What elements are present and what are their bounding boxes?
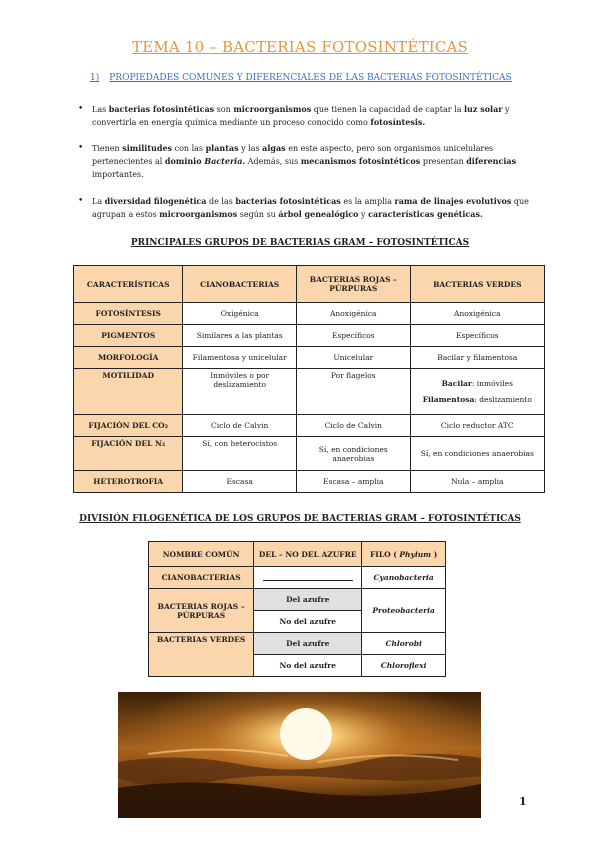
table-row — [74, 347, 545, 369]
table-row — [149, 567, 446, 589]
table-cell: FOTOSÍNTESIS — [74, 303, 183, 325]
table-cell: PIGMENTOS — [74, 325, 183, 347]
table-cell: Anoxigénica — [296, 303, 410, 325]
table-header: FILO ( Phylum ) — [362, 542, 446, 567]
table-cell: Por flagelos — [296, 369, 410, 415]
section-heading: 1) PROPIEDADES COMUNES Y DIFERENCIALES DE LAS BACTERIAS FOTOSINTÉTICAS — [90, 73, 512, 83]
bullet-2: • Tienen similitudes con las plantas y las algas en este aspecto, pero son organismos unicelulares pertenecientes al dominio Bacteria. Además, sus mecanismos fotosintéticos presentan diferencias importantes. — [92, 142, 532, 181]
table-cell: CIANOBACTERIAS — [149, 567, 254, 589]
table-cell: Del azufre — [254, 589, 362, 611]
table-cell: Filamentosa y unicelular — [183, 347, 297, 369]
table-cell: Escasa — [183, 471, 297, 493]
phylogeny-table — [148, 541, 446, 677]
table-cell: HETEROTROFIA — [74, 471, 183, 493]
table-cell: Proteobacteria — [362, 589, 446, 633]
table-row — [74, 325, 545, 347]
blank-line — [263, 574, 353, 581]
table-cell: No del azufre — [254, 655, 362, 677]
table-cell: Sí, en condiciones anaerobias — [410, 437, 544, 471]
table-cell: Cyanobacteria — [362, 567, 446, 589]
table-cell: Similares a las plantas — [183, 325, 297, 347]
table-cell: Del azufre — [254, 633, 362, 655]
table-cell: Chloroflexi — [362, 655, 446, 677]
table-cell: FIJACIÓN DEL N₂ — [74, 437, 183, 471]
table1-heading: PRINCIPALES GRUPOS DE BACTERIAS GRAM – FOTOSINTÉTICAS — [130, 238, 470, 248]
table-cell: FIJACIÓN DEL CO₂ — [74, 415, 183, 437]
table-cell: Ciclo reductor ATC — [410, 415, 544, 437]
table-cell: Sí, en condiciones anaerobias — [296, 437, 410, 471]
table-header: BACTERIAS VERDES — [410, 266, 544, 303]
table-cell: MOTILIDAD — [74, 369, 183, 415]
table-row — [74, 303, 545, 325]
table-row — [74, 415, 545, 437]
table-cell: Específicos — [410, 325, 544, 347]
motilidad-verdes-cell: Bacilar: inmóviles Filamentosa: deslizamiento — [410, 369, 544, 415]
table-cell: Ciclo de Calvin — [296, 415, 410, 437]
table-header: CARACTERÍSTICAS — [74, 266, 183, 303]
table-cell: Específicos — [296, 325, 410, 347]
table-cell: Anoxigénica — [410, 303, 544, 325]
page-number: 1 — [519, 795, 527, 808]
table-cell: Oxigénica — [183, 303, 297, 325]
table-header: CIANOBACTERIAS — [183, 266, 297, 303]
sunset-image — [118, 692, 481, 818]
table-row — [74, 437, 545, 471]
table-cell — [254, 567, 362, 589]
bullet-1: • Las bacterias fotosintéticas son microorganismos que tienen la capacidad de captar la luz solar y convertirla en energía química mediante un proceso conocido como fotosíntesis. — [92, 103, 532, 129]
table-cell: MORFOLOGÍA — [74, 347, 183, 369]
table-cell: Chlorobi — [362, 633, 446, 655]
table-cell: Escasa – amplia — [296, 471, 410, 493]
table-row — [74, 369, 545, 415]
table-row — [149, 589, 446, 611]
table-header: DEL – NO DEL AZUFRE — [254, 542, 362, 567]
table-cell: Inmóviles o por deslizamiento — [183, 369, 297, 415]
table-cell: Sí, con heterocistos — [183, 437, 297, 471]
table-row — [74, 471, 545, 493]
table-cell: BACTERIAS VERDES — [149, 633, 254, 677]
table2-heading: DIVISIÓN FILOGENÉTICA DE LOS GRUPOS DE BACTERIAS GRAM – FOTOSINTÉTICAS — [79, 514, 521, 524]
table-header: BACTERIAS ROJAS – PÚRPURAS — [296, 266, 410, 303]
table-cell: BACTERIAS ROJAS – PÚRPURAS — [149, 589, 254, 633]
bullet-3: • La diversidad filogenética de las bacterias fotosintéticas es la amplia rama de linajes evolutivos que agrupan a estos microorganismos según su árbol genealógico y características genéticas. — [92, 195, 532, 221]
groups-table — [73, 265, 545, 493]
table-cell: Ciclo de Calvin — [183, 415, 297, 437]
table-row — [149, 633, 446, 655]
sunset-photo — [118, 692, 481, 818]
table-header: NOMBRE COMÚN — [149, 542, 254, 567]
table-cell: No del azufre — [254, 611, 362, 633]
table-cell: Unicelular — [296, 347, 410, 369]
page-title: TEMA 10 – BACTERIAS FOTOSINTÉTICAS — [131, 38, 469, 56]
table-cell: Bacilar y filamentosa — [410, 347, 544, 369]
table-cell: Nula – amplia — [410, 471, 544, 493]
